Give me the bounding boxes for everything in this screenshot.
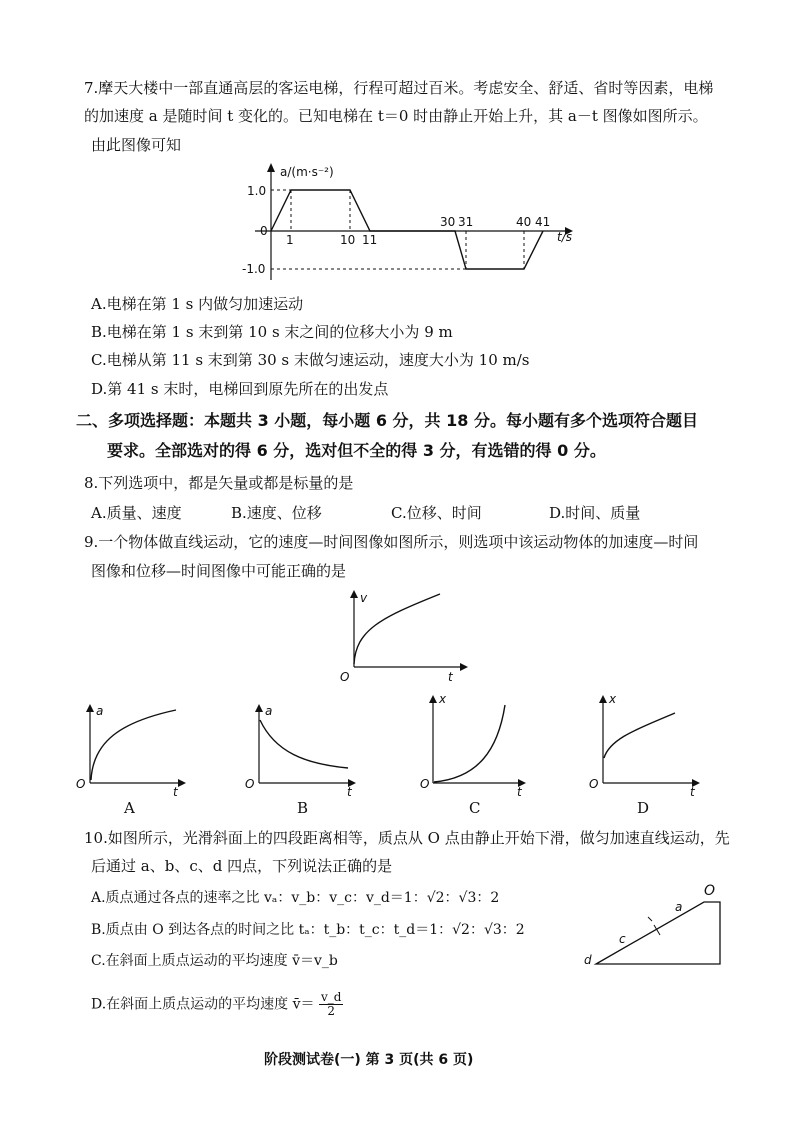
- q7-stem-line2: 的加速度 a 是随时间 t 变化的。已知电梯在 t＝0 时由静止开始上升，其 a－t 图像如图所示。: [84, 107, 708, 125]
- q9-option-b-label: B: [297, 799, 309, 817]
- section2-heading-line1: 二、多项选择题：本题共 3 小题，每小题 6 分，共 18 分。每小题有多个选项符合题目: [76, 411, 698, 430]
- q7-stem-line1: 7.摩天大楼中一部直通高层的客运电梯，行程可超过百米。考虑安全、舒适、省时等因素，电梯: [84, 79, 714, 97]
- q10-stem-line2: 后通过 a、b、c、d 四点，下列说法正确的是: [91, 857, 393, 875]
- y-axis-label: a: [96, 704, 104, 718]
- y-axis-label: a: [265, 704, 273, 718]
- q10-option-d-text: D.在斜面上质点运动的平均速度 v̄＝: [91, 996, 315, 1013]
- origin-label: O: [76, 777, 86, 791]
- q8-option-a: A.质量、速度: [91, 504, 182, 522]
- y-tick-0: 0: [260, 224, 268, 238]
- q10-option-c: C.在斜面上质点运动的平均速度 v̄＝v_b: [91, 953, 338, 969]
- q8-option-c: C.位移、时间: [391, 504, 482, 522]
- point-c-label: c: [619, 932, 626, 946]
- y-axis-label: x: [439, 692, 447, 706]
- x-tick-1: 1: [286, 233, 294, 247]
- q9-stem-line1: 9.一个物体做直线运动，它的速度—时间图像如图所示，则选项中该运动物体的加速度—时间: [84, 533, 699, 551]
- x-tick-10: 10: [340, 233, 356, 247]
- x-tick-41: 41: [535, 215, 551, 229]
- x-axis-label: t/s: [557, 230, 572, 244]
- x-tick-30: 30: [440, 215, 456, 229]
- q7-option-d: D.第 41 s 末时，电梯回到原先所在的出发点: [91, 380, 389, 398]
- origin-label: O: [420, 777, 430, 791]
- y-tick-neg1: -1.0: [242, 262, 266, 276]
- point-O-label: O: [704, 883, 716, 899]
- q8-stem: 8.下列选项中，都是矢量或都是标量的是: [84, 474, 354, 492]
- origin-label: O: [245, 777, 255, 791]
- q10-option-b: B.质点由 O 到达各点的时间之比 tₐ：t_b：t_c：t_d＝1：√2：√3：2: [91, 922, 525, 938]
- x-axis-label: t: [448, 670, 453, 684]
- q9-option-a-label: A: [124, 799, 135, 817]
- x-tick-11: 11: [362, 233, 378, 247]
- fraction-numerator: v_d: [321, 990, 342, 1004]
- incline-triangle: [596, 902, 720, 964]
- y-axis-label: v: [360, 591, 368, 605]
- origin-label: O: [589, 777, 599, 791]
- y-axis-label: a/(m·s⁻²): [280, 165, 334, 179]
- y-axis-label: x: [609, 692, 617, 706]
- point-a-label: a: [675, 900, 683, 914]
- tick-b-upper: [648, 917, 652, 921]
- fraction-denominator: 2: [327, 1004, 336, 1019]
- page-footer: 阶段测试卷(一) 第 3 页(共 6 页): [264, 1052, 474, 1068]
- q10-option-a: A.质点通过各点的速率之比 vₐ：v_b：v_c：v_d＝1：√2：√3：2: [91, 890, 500, 906]
- q9-stem-line2: 图像和位移—时间图像中可能正确的是: [91, 562, 347, 580]
- origin-label: O: [340, 670, 350, 684]
- x-axis-label: t: [517, 785, 522, 799]
- x-tick-31: 31: [458, 215, 474, 229]
- q8-option-d: D.时间、质量: [549, 504, 641, 522]
- x-axis-label: t: [173, 785, 178, 799]
- q7-option-c: C.电梯从第 11 s 末到第 30 s 末做匀速运动，速度大小为 10 m/s: [91, 351, 530, 369]
- x-axis-label: t: [690, 785, 695, 799]
- q9-option-c-label: C: [469, 799, 481, 817]
- x-tick-40: 40: [516, 215, 532, 229]
- q7-option-a: A.电梯在第 1 s 内做匀加速运动: [91, 295, 304, 313]
- q8-option-b: B.速度、位移: [231, 504, 322, 522]
- q7-option-b: B.电梯在第 1 s 末到第 10 s 末之间的位移大小为 9 m: [91, 323, 453, 341]
- q7-stem-line3: 由此图像可知: [91, 136, 182, 154]
- q10-stem-line1: 10.如图所示，光滑斜面上的四段距离相等，质点从 O 点由静止开始下滑，做匀加速直线运动，先: [84, 829, 730, 847]
- q9-option-d-label: D: [637, 799, 650, 817]
- section2-heading-line2: 要求。全部选对的得 6 分，选对但不全的得 3 分，有选错的得 0 分。: [107, 441, 606, 460]
- y-tick-1: 1.0: [247, 184, 267, 198]
- point-d-label: d: [584, 953, 592, 967]
- x-axis-label: t: [347, 785, 352, 799]
